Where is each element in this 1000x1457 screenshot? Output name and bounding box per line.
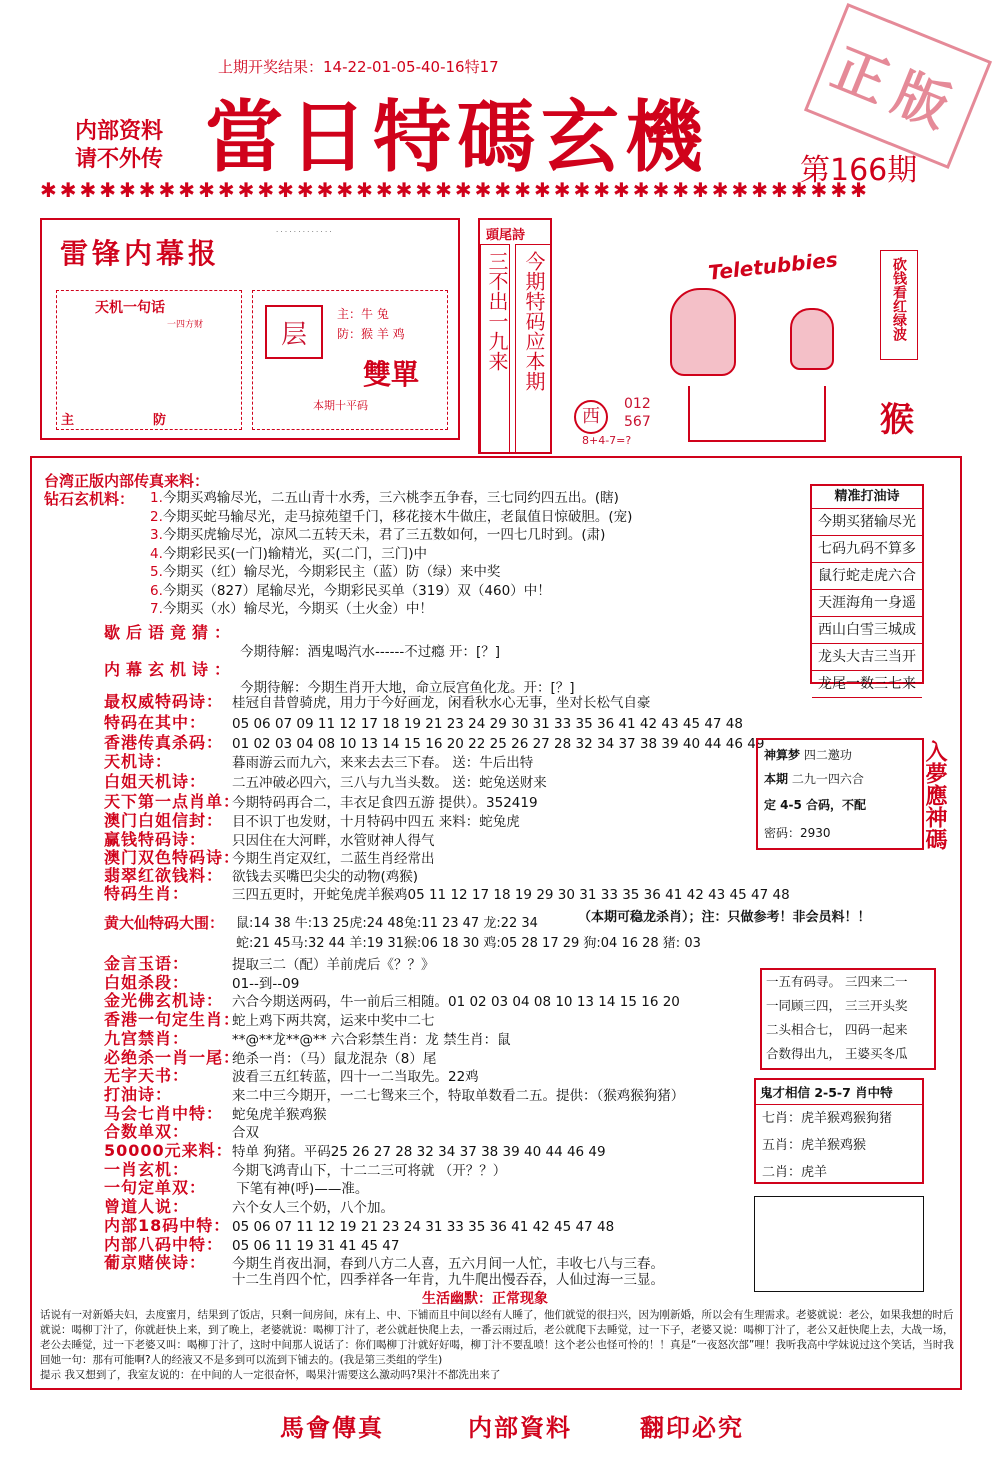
diamond-num: 1. (150, 490, 163, 506)
xi-label: 西 (574, 400, 608, 434)
row-label: 白姐杀段： (104, 972, 190, 992)
yw-box (760, 968, 936, 1070)
gc-line: 二肖：虎羊 (762, 1165, 828, 1180)
row-label: 一句定单双： (104, 1178, 207, 1198)
riddle-label2: 内幕玄机诗： (104, 660, 237, 679)
benqi-box (252, 290, 448, 430)
diamond-num: 6. (150, 582, 163, 599)
row-value: 只因住在大河畔，水管财神人得气 (232, 833, 435, 849)
row-value: 今期特码再合二，丰衣足食四五游 提供）。352419 (232, 795, 538, 811)
jz-line: 今期买猪输尽光 (812, 509, 922, 536)
row-value: 今期飞鸿青山下，十二二三可将就 （开？？） (232, 1162, 507, 1179)
zhu-label: 主 (61, 413, 75, 428)
internal-notice (75, 118, 163, 174)
monkey-char: 猴 (880, 400, 914, 440)
riddle-text1: 今期待解：酒鬼喝汽水------不过瘾 开：[？] (240, 644, 501, 660)
info-row (104, 692, 651, 713)
row-value: 合双 (232, 1125, 259, 1142)
row-value: 三四五更时，开蛇兔虎羊猴鸡05 11 12 17 18 19 29 30 31 33 35 36 41 42 43 45 47 48 (232, 887, 790, 903)
row-value: 蛇兔虎羊猴鸡猴 (232, 1106, 327, 1123)
star-divider: ✱✱✱✱✱✱✱✱✱✱✱✱✱✱✱✱✱✱✱✱✱✱✱✱✱✱✱✱✱✱✱✱✱✱✱✱✱✱✱✱✱✱ (40, 178, 870, 202)
info-row (104, 752, 533, 773)
row-label: 金言玉语： (104, 954, 190, 973)
huang-note: （本期可稳龙杀肖）；注：只做参考！非会员料！！ (578, 910, 871, 925)
gc-line: 五肖：虎羊猴鸡猴 (762, 1138, 867, 1153)
row-label: 葡京赌侠诗： (104, 1253, 207, 1273)
row-value: 暮雨游云而九六，来来去去三下春。 送：牛后出特 (232, 755, 534, 771)
blank-box (754, 1196, 924, 1292)
right-col-text: 砍钱看红绿波 (891, 257, 907, 341)
row-value: 绝杀一肖：（马）鼠龙混杂（8）尾 (232, 1050, 437, 1067)
poem-col1: 三不出一九来 (485, 251, 509, 371)
source-line2: 钻石玄机料： (44, 490, 135, 508)
tianji-title: 天机一句话 (95, 300, 165, 316)
poem-col2-box (515, 244, 551, 454)
gc-box (754, 1078, 924, 1184)
row-label: 香港传真杀码： (104, 733, 224, 752)
benqi-title: 本期十平码 (313, 399, 368, 412)
row-value: 波看三五红转蓝，四十一二当取先。22鸡 (232, 1069, 479, 1086)
fang-vals-text: 猴 羊 鸡 (361, 327, 405, 341)
row-label: 九宫禁肖： (104, 1028, 190, 1048)
meng-t1: 四二邀功 (803, 748, 852, 762)
huang-line1: 鼠:14 38 牛:13 25虎:24 48兔:11 23 47 龙:22 34 (236, 916, 538, 931)
row-value: 今期生肖定双红，二蓝生肖经常出 (232, 851, 435, 867)
jz-lines (812, 509, 922, 698)
info-row (104, 713, 743, 734)
fang-vals: 防：猴 羊 鸡 (337, 327, 405, 341)
humor-story-text: 话说有一对新婚夫妇，去度蜜月，结果到了饭店，只剩一间房间，床有上、中、下铺而且中间以经有人睡了，他们就觉的很扫兴，因为刚新婚，所以会有生理需求。老婆就说：老公，如果我想的时后就说：喝柳丁汁了，你就赶快上来，到了晚上，老婆就说：喝柳丁汁了，老公就赶快爬上去，一番云雨过后，老公就爬下去睡觉，过一下子，老婆又说：喝柳丁汁了，老公又赶快爬上去，大战一场，老公去睡觉，过一下老婆又叫：喝柳丁汁了，这时中间那人说话了：你们喝柳丁汁就好好喝，柳丁汁不要乱喷！这个老公也怪可怜的！！真是“一夜怒次部”哩！我听我高中学妹说过这个笑话，当时我回她一句：那有可能啊?人的经液又不是多到可以流到下铺去的。(我是第三类组的学生) (40, 1309, 954, 1366)
jz-line: 天涯海角一身遥 (812, 590, 922, 617)
row-label: 白姐天机诗： (104, 772, 207, 791)
diamond-text: 今期买（红）输尽光，今期彩民主（蓝）防（绿）来中奖 (162, 564, 501, 580)
row-label: 合数单双： (104, 1122, 190, 1142)
meng-label: 神算梦 (764, 748, 801, 762)
row-label: 香港一句定生肖： (104, 1010, 241, 1030)
row-value: 05 06 07 09 11 12 17 18 19 21 23 24 29 30 31 33 35 36 41 42 43 45 47 48 (232, 716, 743, 732)
row-value: **@**龙**@** 六合彩禁生肖：龙 禁生肖：鼠 (232, 1031, 511, 1048)
yw-line: 一五有码寻。 三四来二一 (766, 974, 908, 989)
house-box (688, 386, 826, 442)
shuangdan: 雙單 (363, 358, 420, 391)
huang-line2: 蛇:21 45马:32 44 羊:19 31猴:06 18 30 鸡:05 28 17 29 狗:04 16 28 猪: 03 (236, 936, 701, 951)
mima-row: 密码：2930 (764, 826, 831, 840)
row-value: 目不识丁也发财，十月特码中四五 来料：蛇兔虎 (232, 814, 520, 830)
leifeng-panel (40, 218, 460, 440)
formula: 8+4-7=? (582, 434, 632, 447)
main-title: 當日特碼玄機 (205, 92, 710, 183)
row-label: 最权威特码诗： (104, 692, 224, 711)
row-label: 金光佛玄机诗： (104, 991, 224, 1011)
row-label: 内部18码中特： (104, 1215, 231, 1235)
riddle-label1: 歇后语竟猜： (104, 623, 237, 642)
row-value: 欲钱去买嘴巴尖尖的动物(鸡猴) (232, 869, 419, 885)
xi-nums2: 567 (624, 414, 651, 430)
row-label: 马会七肖中特： (104, 1103, 224, 1123)
ceng-icon: 层 (265, 305, 323, 359)
bq-t: 二九一四六合 (791, 772, 864, 786)
yw-line: 合数得出九， 王婆买冬瓜 (766, 1046, 908, 1061)
row-value: 下笔有神(呼)——准。 (232, 1181, 369, 1198)
row-label: 打油诗： (104, 1084, 173, 1104)
right-col-box (880, 250, 918, 360)
poem-title: 頭尾詩 (486, 228, 526, 243)
row-label: 天下第一点肖单： (104, 792, 241, 811)
yw-line: 二头相合七， 四码一起来 (766, 1022, 908, 1037)
row-value: 提取三二（配）羊前虎后《？？》 (232, 957, 435, 973)
leifeng-notes: · · · · · · · · · · · · · (276, 228, 332, 236)
riddle-text2: 今期待解：今期生肖开大地，命立辰宫鱼化龙。开：[？] (240, 680, 575, 696)
tianji-sub: 一四方财 (167, 320, 204, 330)
tianji-box (56, 290, 242, 430)
leifeng-title: 雷锋内幕报 (60, 237, 221, 270)
info-row (104, 884, 790, 905)
row-label: 一肖玄机： (104, 1159, 190, 1179)
info-row (104, 792, 538, 813)
diamond-num: 2. (150, 508, 163, 525)
info-row (104, 733, 764, 754)
gc-line: 七肖：虎羊猴鸡猴狗猪 (762, 1111, 893, 1126)
row-value: 六个女人三个奶，八个加。 (232, 1200, 394, 1217)
rumeng: 入夢應神碼 (922, 740, 948, 850)
row-label: 曾道人说： (104, 1197, 190, 1217)
humor-story (40, 1308, 960, 1383)
row-label: 特码在其中： (104, 713, 207, 732)
xi-nums1: 012 (624, 396, 651, 412)
poem-col1-box (480, 244, 510, 454)
row-label: 必绝杀一肖一尾： (104, 1047, 241, 1067)
row-label: 赢钱特码诗： (104, 830, 207, 849)
fang-label: 防 (153, 413, 167, 428)
zhu-vals: 主：牛 兔 (337, 307, 389, 321)
gc-lines (756, 1105, 922, 1186)
footer-2: 内部資料 (468, 1413, 572, 1442)
teletubby-figure (670, 288, 736, 376)
jz-line: 龙头大吉三当开 (812, 644, 922, 671)
diamond-item (150, 581, 551, 601)
jz-line: 西山白雪三城成 (812, 617, 922, 644)
jz-box (810, 484, 924, 692)
putong-line2: 十二生肖四个忙，四季祥各一年肯，九牛爬出慢吞吞，人仙过海一三显。 (232, 1272, 664, 1288)
meng-row (764, 746, 852, 763)
row-label: 特码生肖： (104, 884, 190, 903)
row-label: 无字天书： (104, 1066, 190, 1086)
row-value: 蛇上鸡下两共窝，运来中奖中二七 (232, 1013, 435, 1030)
row-label: 澳门白姐信封： (104, 811, 224, 830)
ding-row: 定 4-5 合码，不配 (764, 798, 867, 812)
row-value: 特单 狗猪。平码25 26 27 28 32 34 37 38 39 40 44 46 49 (232, 1144, 606, 1160)
row-value: 01 02 03 04 08 10 13 14 15 16 20 22 25 26 27 28 32 34 37 38 39 40 44 46 49 (232, 736, 765, 752)
row-value: 六合今期送两码，牛一前后三相随。01 02 03 04 08 10 13 14 15 16 20 (232, 994, 680, 1011)
gc-title: 鬼才相信 2-5-7 肖中特 (756, 1080, 922, 1105)
row-label: 澳门双色特码诗： (104, 848, 241, 867)
diamond-item (150, 488, 619, 508)
diamond-text: 今期买（827）尾输尽光，今期彩民买单（319）双（460）中！ (162, 582, 551, 599)
diamond-text: 今期买（水）输尽光，今期买（土火金）中！ (162, 601, 433, 617)
row-value: 05 06 11 19 31 41 45 47 (232, 1237, 400, 1254)
row-label: 50000元来料： (104, 1141, 233, 1160)
row-value: 桂冠自昔曾骑虎，用力于今好画龙，闲看秋水心无事，坐对长松气自豪 (232, 695, 651, 711)
info-row (104, 811, 520, 832)
huang-label: 黄大仙特码大围： (104, 914, 225, 932)
diamond-text: 今期买蛇马输尽光，走马掠苑望千门，移花接木牛做庄，老鼠值日惊破胆。(宠) (162, 508, 633, 525)
stamp-text: 正版 (823, 35, 970, 144)
bq-label: 本期 (764, 772, 789, 786)
zhu-vals-text: 牛 兔 (361, 307, 389, 321)
jz-title: 精准打油诗 (812, 486, 922, 509)
jz-line: 鼠行蛇走虎六合 (812, 563, 922, 590)
diamond-num: 4. (150, 545, 163, 562)
diamond-item (150, 507, 632, 527)
meng-box (756, 738, 924, 850)
humor-story-tail: 提示 我又想到了，我室友说的：在中间的人一定很奋怀，喝果汁需要这么激动吗?果汁不都洗出来了 (40, 1369, 501, 1381)
jz-line: 龙尾一数三七来 (812, 671, 922, 698)
footer-1: 馬會傳真 (280, 1413, 384, 1442)
last-result: 上期开奖结果：14-22-01-05-40-16特17 (218, 58, 499, 76)
teletubbies-panel (560, 218, 872, 454)
source-line1: 台湾正版内部传真来料： (44, 472, 210, 490)
row-value: 01--到--09 (232, 975, 300, 992)
footer-3: 翻印必究 (640, 1413, 744, 1442)
diamond-item (150, 544, 427, 564)
row-value: 来二中三今期开，一二七鸳来三个，特取单数看二五。提供：（猴鸡猴狗猪） (232, 1087, 685, 1104)
diamond-num: 3. (150, 527, 163, 543)
diamond-text: 今期彩民买(一门)输精光，买(二门，三门)中 (162, 545, 427, 562)
row-label: 翡翠红欲钱料： (104, 866, 224, 885)
diamond-text: 今期买鸡输尽光，二五山青十水秀，三六桃李五争春，三七同约四五出。(瞎) (162, 490, 619, 506)
diamond-item (150, 599, 433, 619)
row-value: 今期生肖夜出洞，春到八方二人喜，五六月间一人忙，丰收七八与三春。 (232, 1256, 664, 1273)
row-value: 05 06 07 11 12 19 21 23 24 31 33 35 36 41 42 45 47 48 (232, 1218, 615, 1235)
teletubby-figure-small (790, 308, 834, 370)
humor-title: 生活幽默：正常现象 (422, 1291, 548, 1307)
internal-line2: 请不外传 (75, 147, 164, 172)
diamond-text: 今期买虎输尽光，凉风二五转天未，君了三五数如何，一四七几时到。(肃) (162, 527, 606, 543)
row-label: 内部八码中特： (104, 1234, 224, 1254)
issue-number: 第166期 (800, 153, 918, 188)
diamond-num: 7. (150, 601, 163, 617)
yw-line: 一同顾三四， 三三开头奖 (766, 998, 908, 1013)
diamond-item (150, 562, 500, 582)
jz-line: 七码九码不算多 (812, 536, 922, 563)
row-label: 天机诗： (104, 752, 173, 771)
internal-line1: 内部资料 (75, 119, 164, 144)
diamond-num: 5. (150, 564, 163, 580)
bq-row (764, 770, 864, 787)
info-row (104, 772, 547, 793)
xi-box (574, 396, 698, 438)
diamond-item (150, 525, 605, 545)
yw-lines (762, 970, 934, 1066)
poem-col2: 今期特码应本期 (522, 251, 546, 391)
row-value: 二五冲破必四六，三八与九当头数。 送：蛇兔送财来 (232, 775, 547, 791)
teletubbies-logo: Teletubbies (707, 247, 839, 285)
